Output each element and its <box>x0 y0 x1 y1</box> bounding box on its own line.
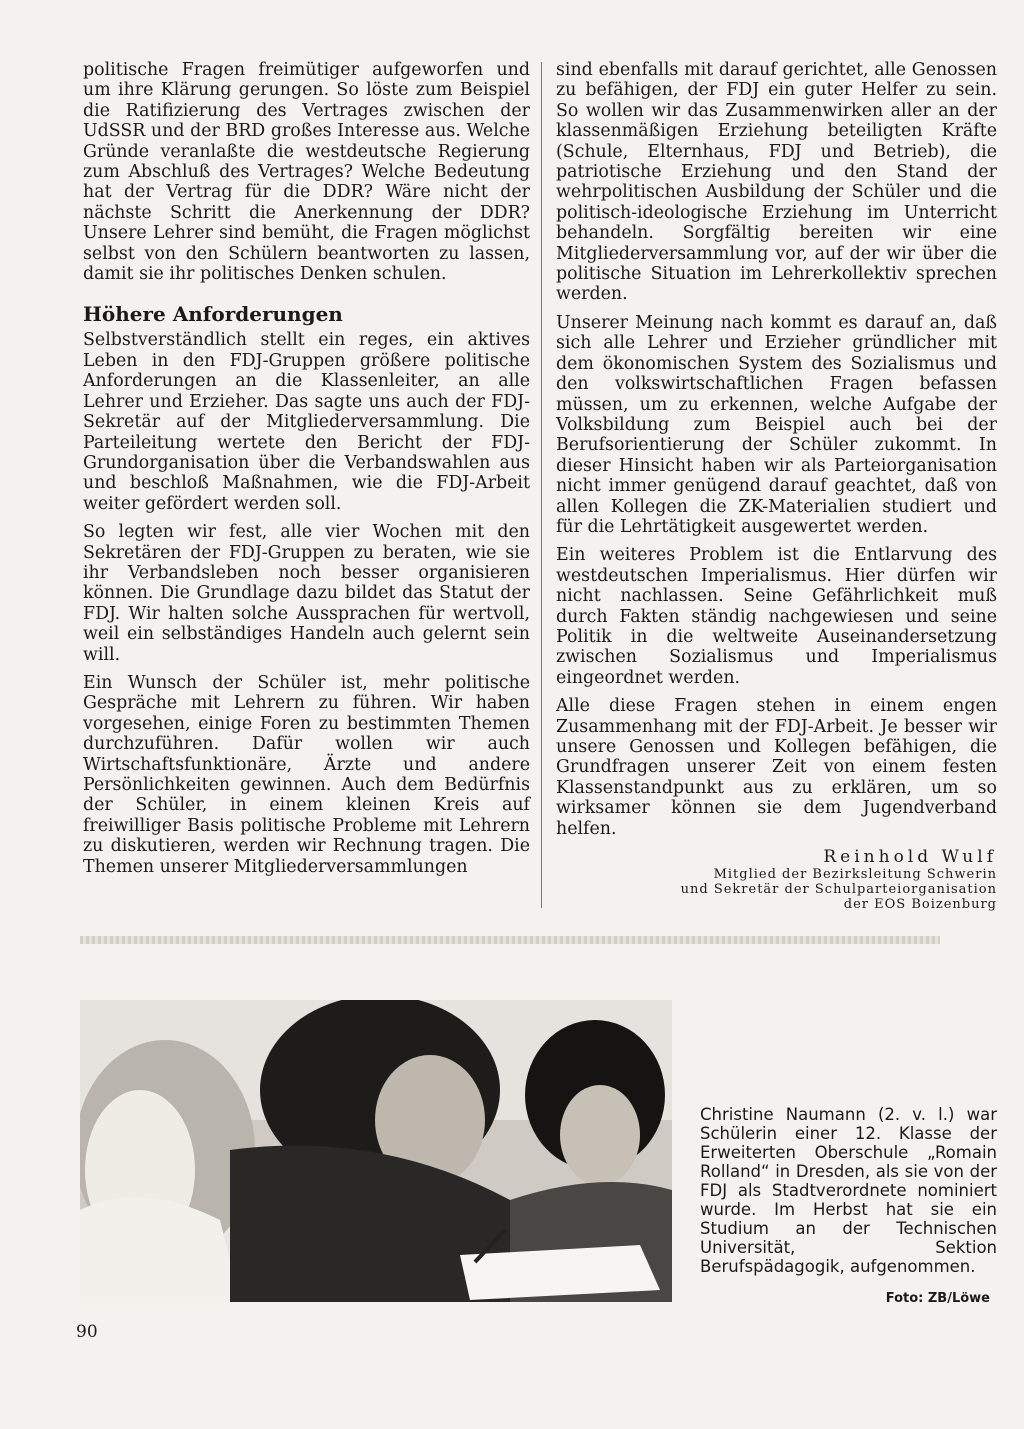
paragraph: Ein Wunsch der Schüler ist, mehr politische Gespräche mit Lehrern zu führen. Wir haben vorgesehen, einige Foren zu bestimmten Themen durchzuführen. Dafür wollen wir auch Wirtschaftsfunktionäre, Ärzte und andere Persönlichkeiten gewinnen. Auch dem Bedürfnis der Schüler, in einem kleinen Kreis auf freiwilliger Basis politische Probleme mit Lehrern zu diskutieren, werden wir Rechnung tragen. Die Themen unserer Mitgliederversammlungen <box>83 672 530 877</box>
paragraph: politische Fragen freimütiger aufgeworfen und um ihre Klärung gerungen. So löste zum Beispiel die Ratifizierung des Vertrages zwischen der UdSSR und der BRD großes Interesse aus. Welche Gründe veranlaßte die westdeutsche Regierung zum Abschluß des Vertrages? Welche Bedeutung hat der Vertrag für die DDR? Wäre nicht der nächste Schritt die Anerkennung der DDR? Unsere Lehrer sind bemüht, die Fragen möglichst selbst von den Schülern beantworten zu lassen, damit sie ihr politisches Denken schulen. <box>83 60 530 285</box>
author-role: der EOS Boizenburg <box>843 897 997 913</box>
column-divider <box>541 62 542 908</box>
right-column <box>556 60 997 912</box>
photo-caption: Christine Naumann (2. v. l.) war Schülerin einer 12. Klasse der Erweiterten Oberschule „Romain Rolland“ in Dresden, als sie von der FDJ als Stadtverordnete nominiert wurde. Im Herbst hat sie ein Studium an der Technischen Universität, Sektion Berufspädagogik, aufgenommen. <box>700 1105 997 1276</box>
author-signature <box>556 847 997 912</box>
photo-students-image <box>80 1000 672 1302</box>
decorative-band <box>80 936 940 944</box>
paragraph: Ein weiteres Problem ist die Entlarvung des westdeutschen Imperialismus. Hier dürfen wir nicht nachlassen. Seine Gefährlichkeit muß durch Fakten ständig nachgewiesen und seine Politik in die weltweite Auseinandersetzung zwischen Sozialismus und Imperialismus eingeordnet werden. <box>556 545 997 688</box>
photo-credit: Foto: ZB/Löwe <box>885 1291 990 1306</box>
section-heading: Höhere Anforderungen <box>83 302 343 327</box>
author-name: Reinhold Wulf <box>823 847 997 868</box>
paragraph: Selbstverständlich stellt ein reges, ein aktives Leben in den FDJ-Gruppen größere politische Anforderungen an die Klassenleiter, an alle Lehrer und Erzieher. Das sagte uns auch der FDJ-Sekretär auf der Mitgliederversammlung. Die Parteileitung wertete den Bericht der FDJ-Grundorganisation über die Verbandswahlen aus und beschloß Maßnahmen, wie die FDJ-Arbeit weiter gefördert werden soll. <box>83 330 530 514</box>
author-role: Mitglied der Bezirksleitung Schwerin <box>713 867 997 883</box>
paragraph: Unserer Meinung nach kommt es darauf an, daß sich alle Lehrer und Erzieher gründlicher mit dem ökonomischen System des Sozialismus und den volkswirtschaftlichen Fragen befassen müssen, um zu erkennen, welche Aufgabe der Volksbildung zum Beispiel auch bei der Berufsorientierung der Schüler zukommt. In dieser Hinsicht haben wir als Parteiorganisation nicht immer genügend darauf geachtet, daß von allen Kollegen die ZK-Materialien studiert und für die Lehrtätigkeit ausgewertet werden. <box>556 312 997 537</box>
left-column <box>83 60 530 885</box>
paragraph: sind ebenfalls mit darauf gerichtet, alle Genossen zu befähigen, der FDJ ein guter Helfer zu sein. So wollen wir das Zusammenwirken aller an der klassenmäßigen Erziehung beteiligten Kräfte (Schule, Elternhaus, FDJ und Betrieb), die patriotische Erziehung und den Stand der wehrpolitischen Ausbildung der Schüler und die politisch-ideologische Erziehung im Unterricht behandeln. Sorgfältig bereiten wir eine Mitgliederversammlung vor, auf der wir über die politische Situation im Lehrerkollektiv sprechen werden. <box>556 60 997 305</box>
photo <box>80 1000 672 1302</box>
page-number: 90 <box>76 1322 98 1342</box>
paragraph: So legten wir fest, alle vier Wochen mit den Sekretären der FDJ-Gruppen zu beraten, wie sie ihr Verbandsleben noch besser organisieren können. Die Grundlage dazu bildet das Statut der FDJ. Wir halten solche Aussprachen für wertvoll, weil ein selbständiges Handeln auch gelernt sein will. <box>83 522 530 665</box>
author-role: und Sekretär der Schulparteiorganisation <box>680 882 997 898</box>
paragraph: Alle diese Fragen stehen in einem engen Zusammenhang mit der FDJ-Arbeit. Je besser wir unsere Genossen und Kollegen befähigen, die Grundfragen unserer Zeit von einem festen Klassenstandpunkt aus zu erklären, um so wirksamer können sie dem Jugendverband helfen. <box>556 696 997 839</box>
